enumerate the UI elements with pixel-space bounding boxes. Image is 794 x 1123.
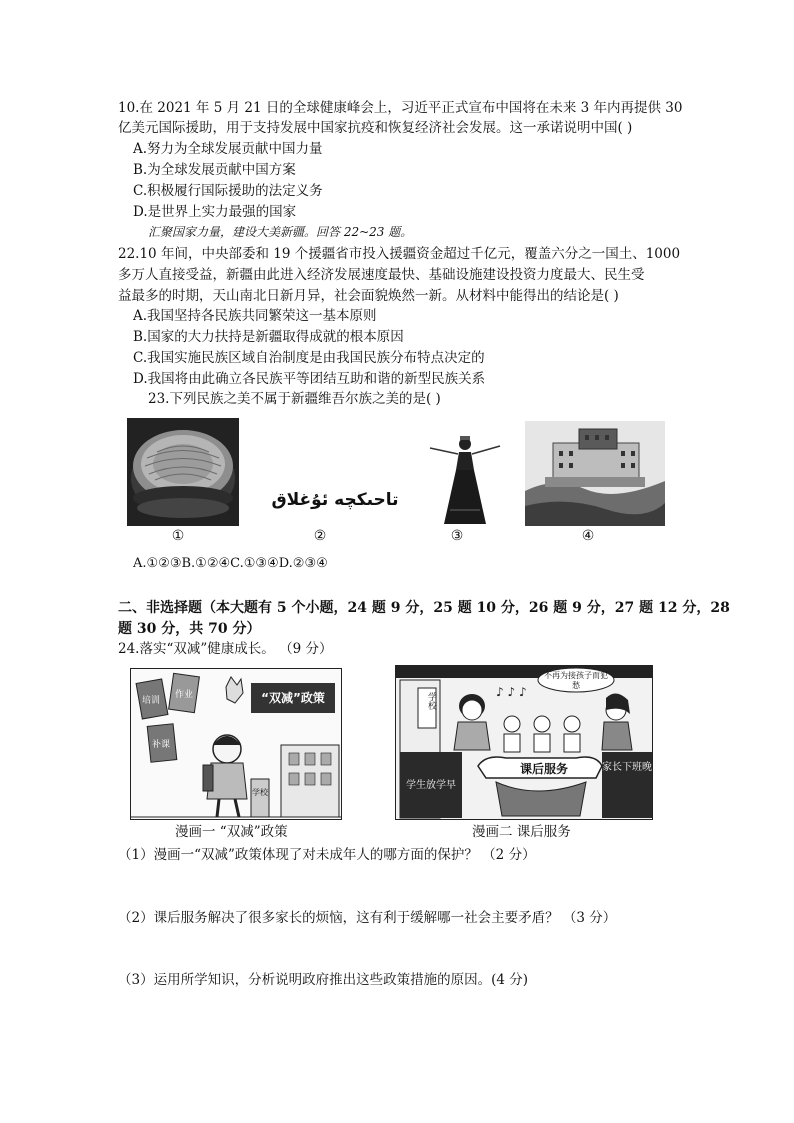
- comic-1-caption: 漫画一 “双减”政策: [175, 824, 288, 840]
- section2-title-line1: 二、非选择题（本大题有 5 个小题，24 题 9 分，25 题 10 分，26 题 9 分，27 题 12 分，28: [118, 600, 730, 616]
- q23-options: A.①②③B.①②④C.①③④D.②③④: [133, 556, 328, 571]
- image-caption-2: ②: [313, 528, 327, 544]
- book-label-homework: 作业: [174, 690, 193, 700]
- comic-2-after-school-service: [395, 665, 653, 820]
- q22-option-c: C.我国实施民族区域自治制度是由我国民族分布特点决定的: [133, 350, 485, 366]
- naan-bread-image: [127, 418, 239, 526]
- double-reduction-sign: “双减”政策: [261, 691, 325, 705]
- image-caption-4: ④: [581, 528, 595, 544]
- q10-stem-line2: 亿美元国际援助，用于支持发展中国家抗疫和恢复经济社会发展。这一承诺说明中国( ): [118, 120, 633, 136]
- q23-stem: 23.下列民族之美不属于新疆维吾尔族之美的是( ): [148, 391, 441, 407]
- q22-option-a: A.我国坚持各民族共同繁荣这一基本原则: [133, 308, 377, 324]
- parents-work-late-label: 家长下班晚: [602, 762, 652, 773]
- comic1-school-sign: 学校: [252, 788, 268, 797]
- comic-1-double-reduction: [130, 668, 342, 820]
- q10-option-c: C.积极履行国际援助的法定义务: [133, 183, 323, 199]
- q10-option-d: D.是世界上实力最强的国家: [133, 204, 297, 220]
- q22-option-d: D.我国将由此确立各民族平等团结互助和谐的新型民族关系: [133, 371, 486, 387]
- q22-stem-line1: 22.10 年间，中央部委和 19 个援疆省市投入援疆资金超过千亿元，覆盖六分之一国土、1000: [118, 246, 681, 262]
- q22-option-b: B.国家的大力扶持是新疆取得成就的根本原因: [133, 329, 404, 345]
- q24-sub3: （3）运用所学知识，分析说明政府推出这些政策措施的原因。(4 分): [118, 972, 529, 988]
- image-caption-1: ①: [171, 528, 185, 544]
- students-leave-early-label: 学生放学早: [406, 780, 456, 791]
- q10-option-b: B.为全球发展贡献中国方案: [133, 162, 296, 178]
- q10-stem-line1: 10.在 2021 年 5 月 21 日的全球健康峰会上，习近平正式宣布中国将在未来 3 年内再提供 30: [118, 100, 683, 116]
- q24-sub2: （2）课后服务解决了很多家长的烦恼，这有利于缓解哪一社会主要矛盾？ （3 分）: [118, 910, 617, 926]
- section2-title-line2: 题 30 分，共 70 分）: [118, 621, 261, 637]
- dancer-image: [428, 430, 502, 526]
- uyghur-script-text: تاحىكچە ئۇغلاق: [271, 490, 399, 510]
- q22-stem-line2: 多万人直接受益，新疆由此进入经济发展速度最快、基础设施建设投资力度最大、民生受: [118, 267, 645, 283]
- material-note: 汇聚国家力量，建设大美新疆。回答 22~23 题。: [148, 225, 413, 239]
- comic2-school-sign: 学校: [426, 692, 436, 710]
- q10-option-a: A.努力为全球发展贡献中国力量: [133, 141, 323, 157]
- image-caption-3: ③: [450, 528, 464, 544]
- book-label-tutoring: 补课: [151, 740, 170, 750]
- parent-speech-bubble: 不再为接孩子而犯愁: [544, 671, 608, 690]
- after-school-service-banner: 课后服务: [519, 762, 568, 776]
- comic-2-caption: 漫画二 课后服务: [472, 824, 571, 840]
- book-label-training: 培训: [141, 696, 160, 706]
- svg-text:♪ ♪ ♪: ♪ ♪ ♪: [496, 685, 527, 699]
- potala-palace-image: [525, 421, 665, 526]
- q24-stem: 24.落实“双减”健康成长。 （9 分）: [118, 641, 333, 657]
- q22-stem-line3: 益最多的时期，天山南北日新月异，社会面貌焕然一新。从材料中能得出的结论是( ): [118, 288, 619, 304]
- q24-sub1: （1）漫画一“双减”政策体现了对未成年人的哪方面的保护？ （2 分）: [118, 847, 536, 863]
